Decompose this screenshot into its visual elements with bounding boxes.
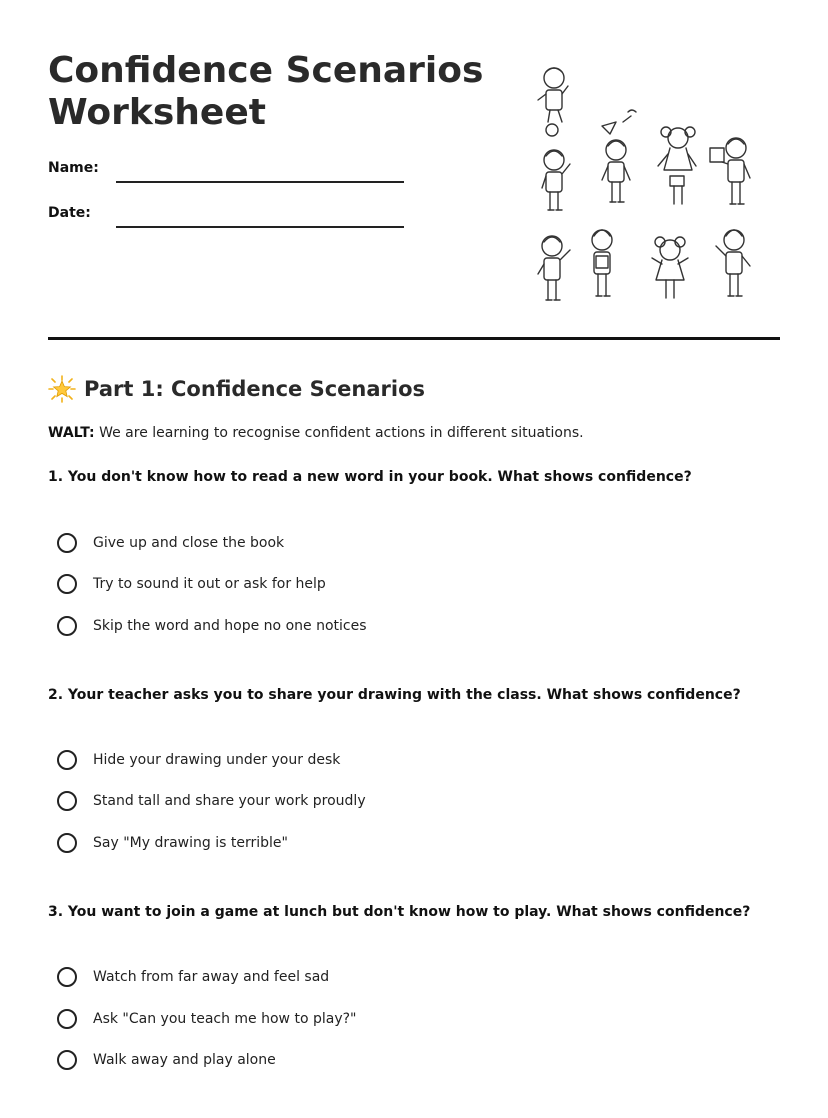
walt-key: WALT: bbox=[48, 425, 95, 441]
radio-button[interactable] bbox=[57, 616, 77, 636]
date-label: Date: bbox=[48, 205, 91, 221]
question-2-option-2[interactable] bbox=[57, 791, 366, 811]
radio-button[interactable] bbox=[57, 967, 77, 987]
radio-button[interactable] bbox=[57, 1009, 77, 1029]
star-icon bbox=[48, 375, 76, 403]
date-field[interactable] bbox=[116, 226, 404, 228]
radio-button[interactable] bbox=[57, 1050, 77, 1070]
part1-heading-text: Part 1: Confidence Scenarios bbox=[84, 377, 426, 401]
question-3-option-1[interactable] bbox=[57, 967, 329, 987]
child-figure-5 bbox=[542, 150, 570, 210]
radio-button[interactable] bbox=[57, 833, 77, 853]
name-field[interactable] bbox=[116, 181, 404, 183]
child-figure-7 bbox=[592, 230, 612, 296]
question-1-option-3[interactable] bbox=[57, 616, 367, 636]
question-2-option-3[interactable] bbox=[57, 833, 288, 853]
question-1: 1. You don't know how to read a new word in your book. What shows confidence? bbox=[48, 469, 692, 485]
name-label: Name: bbox=[48, 160, 99, 176]
child-figure-4 bbox=[710, 138, 750, 204]
option-label: Try to sound it out or ask for help bbox=[93, 576, 326, 592]
radio-button[interactable] bbox=[57, 533, 77, 553]
question-1-option-2[interactable] bbox=[57, 574, 326, 594]
walt-statement bbox=[48, 425, 584, 441]
walt-text: We are learning to recognise confident actions in different situations. bbox=[99, 425, 584, 441]
radio-button[interactable] bbox=[57, 750, 77, 770]
option-label: Stand tall and share your work proudly bbox=[93, 793, 366, 809]
question-2-option-1[interactable] bbox=[57, 750, 340, 770]
section-divider bbox=[48, 337, 780, 340]
option-label: Hide your drawing under your desk bbox=[93, 752, 341, 768]
child-figure-6 bbox=[538, 236, 570, 300]
option-label: Ask "Can you teach me how to play?" bbox=[93, 1011, 357, 1027]
question-1-option-1[interactable] bbox=[57, 533, 284, 553]
children-group-icon bbox=[528, 60, 768, 310]
radio-button[interactable] bbox=[57, 574, 77, 594]
question-2: 2. Your teacher asks you to share your drawing with the class. What shows confidence? bbox=[48, 687, 741, 703]
part1-heading bbox=[48, 374, 425, 404]
option-label: Watch from far away and feel sad bbox=[93, 969, 330, 985]
worksheet-title: Confidence Scenarios Worksheet bbox=[48, 50, 484, 133]
option-label: Walk away and play alone bbox=[93, 1052, 276, 1068]
option-label: Say "My drawing is terrible" bbox=[93, 835, 288, 851]
option-label: Skip the word and hope no one notices bbox=[93, 618, 367, 634]
child-figure-9 bbox=[716, 230, 750, 296]
radio-button[interactable] bbox=[57, 791, 77, 811]
child-figure-3 bbox=[658, 127, 696, 204]
child-figure-8 bbox=[652, 237, 688, 298]
question-3-option-3[interactable] bbox=[57, 1050, 276, 1070]
question-3: 3. You want to join a game at lunch but don't know how to play. What shows confidence? bbox=[48, 904, 751, 920]
child-figure-1 bbox=[538, 68, 568, 136]
question-3-option-2[interactable] bbox=[57, 1009, 356, 1029]
child-figure-2 bbox=[602, 110, 636, 202]
option-label: Give up and close the book bbox=[93, 535, 285, 551]
